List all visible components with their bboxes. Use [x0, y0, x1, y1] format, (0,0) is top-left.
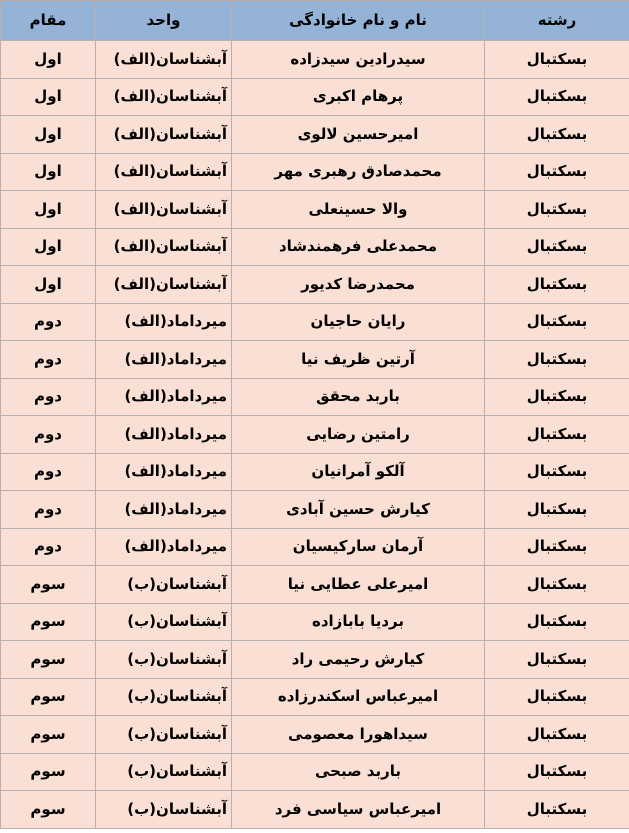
cell-name: کیارش رحیمی راد	[232, 641, 485, 679]
table-row	[1, 41, 629, 79]
cell-field: بسکتبال	[485, 116, 629, 154]
cell-unit: آبشناسان(ب)	[96, 566, 232, 604]
cell-unit: میرداماد(الف)	[96, 528, 232, 566]
header-row	[1, 1, 629, 41]
cell-name: پرهام اکبری	[232, 78, 485, 116]
table-row	[1, 266, 629, 304]
cell-field: بسکتبال	[485, 191, 629, 229]
cell-rank: دوم	[1, 491, 96, 529]
cell-field: بسکتبال	[485, 78, 629, 116]
cell-unit: آبشناسان(الف)	[96, 228, 232, 266]
cell-name: رامتین رضایی	[232, 416, 485, 454]
cell-rank: دوم	[1, 378, 96, 416]
table-row	[1, 116, 629, 154]
cell-field: بسکتبال	[485, 303, 629, 341]
table-row	[1, 753, 629, 791]
cell-rank: سوم	[1, 791, 96, 829]
cell-field: بسکتبال	[485, 678, 629, 716]
cell-unit: آبشناسان(الف)	[96, 78, 232, 116]
column-header-field: رشته	[485, 1, 629, 41]
cell-field: بسکتبال	[485, 378, 629, 416]
table-row	[1, 491, 629, 529]
cell-name: سیدرادین سیدزاده	[232, 41, 485, 79]
cell-name: آرتین ظریف نیا	[232, 341, 485, 379]
table-row	[1, 678, 629, 716]
cell-unit: آبشناسان(الف)	[96, 153, 232, 191]
cell-name: امیرعلی عطایی نیا	[232, 566, 485, 604]
cell-name: محمدرضا کدیور	[232, 266, 485, 304]
table-row	[1, 78, 629, 116]
cell-name: محمدصادق رهبری مهر	[232, 153, 485, 191]
table-row	[1, 341, 629, 379]
cell-field: بسکتبال	[485, 416, 629, 454]
cell-rank: اول	[1, 228, 96, 266]
cell-unit: آبشناسان(ب)	[96, 678, 232, 716]
cell-unit: میرداماد(الف)	[96, 378, 232, 416]
cell-unit: آبشناسان(الف)	[96, 41, 232, 79]
table-row	[1, 566, 629, 604]
cell-rank: اول	[1, 116, 96, 154]
cell-unit: آبشناسان(الف)	[96, 266, 232, 304]
cell-name: کیارش حسین آبادی	[232, 491, 485, 529]
cell-rank: دوم	[1, 341, 96, 379]
cell-rank: دوم	[1, 528, 96, 566]
cell-rank: اول	[1, 266, 96, 304]
table-row	[1, 603, 629, 641]
cell-unit: آبشناسان(ب)	[96, 603, 232, 641]
cell-unit: آبشناسان(الف)	[96, 116, 232, 154]
cell-rank: اول	[1, 41, 96, 79]
cell-name: والا حسینعلی	[232, 191, 485, 229]
table-row	[1, 228, 629, 266]
table-row	[1, 453, 629, 491]
cell-name: محمدعلی فرهمندشاد	[232, 228, 485, 266]
table-row	[1, 528, 629, 566]
cell-field: بسکتبال	[485, 41, 629, 79]
cell-name: بردیا بابازاده	[232, 603, 485, 641]
cell-field: بسکتبال	[485, 716, 629, 754]
column-header-rank: مقام	[1, 1, 96, 41]
cell-unit: میرداماد(الف)	[96, 416, 232, 454]
cell-rank: دوم	[1, 453, 96, 491]
cell-field: بسکتبال	[485, 153, 629, 191]
table-header	[1, 1, 629, 41]
cell-rank: سوم	[1, 566, 96, 604]
cell-field: بسکتبال	[485, 341, 629, 379]
cell-rank: سوم	[1, 641, 96, 679]
cell-rank: اول	[1, 191, 96, 229]
cell-unit: آبشناسان(ب)	[96, 791, 232, 829]
cell-rank: دوم	[1, 303, 96, 341]
table-row	[1, 303, 629, 341]
cell-unit: آبشناسان(ب)	[96, 641, 232, 679]
cell-field: بسکتبال	[485, 753, 629, 791]
cell-unit: میرداماد(الف)	[96, 341, 232, 379]
cell-field: بسکتبال	[485, 266, 629, 304]
table-row	[1, 191, 629, 229]
cell-unit: آبشناسان(الف)	[96, 191, 232, 229]
cell-unit: آبشناسان(ب)	[96, 716, 232, 754]
table-body	[1, 41, 629, 829]
cell-field: بسکتبال	[485, 641, 629, 679]
cell-unit: آبشناسان(ب)	[96, 753, 232, 791]
cell-rank: اول	[1, 153, 96, 191]
cell-field: بسکتبال	[485, 791, 629, 829]
table-row	[1, 641, 629, 679]
table-row	[1, 716, 629, 754]
cell-rank: دوم	[1, 416, 96, 454]
cell-rank: سوم	[1, 716, 96, 754]
cell-name: امیرعباس سیاسی فرد	[232, 791, 485, 829]
cell-rank: سوم	[1, 678, 96, 716]
table-row	[1, 416, 629, 454]
cell-field: بسکتبال	[485, 228, 629, 266]
cell-name: آرمان سارکیسیان	[232, 528, 485, 566]
cell-unit: میرداماد(الف)	[96, 491, 232, 529]
cell-field: بسکتبال	[485, 603, 629, 641]
cell-unit: میرداماد(الف)	[96, 303, 232, 341]
cell-rank: اول	[1, 78, 96, 116]
cell-rank: سوم	[1, 753, 96, 791]
column-header-unit: واحد	[96, 1, 232, 41]
cell-name: سیداهورا معصومی	[232, 716, 485, 754]
cell-name: امیرحسین لالوی	[232, 116, 485, 154]
column-header-name: نام و نام خانوادگی	[232, 1, 485, 41]
table-row	[1, 153, 629, 191]
table-row	[1, 378, 629, 416]
cell-rank: سوم	[1, 603, 96, 641]
cell-name: باربد صبحی	[232, 753, 485, 791]
cell-name: آلکو آمرانیان	[232, 453, 485, 491]
cell-name: امیرعباس اسکندرزاده	[232, 678, 485, 716]
cell-field: بسکتبال	[485, 528, 629, 566]
cell-name: باربد محقق	[232, 378, 485, 416]
cell-field: بسکتبال	[485, 453, 629, 491]
cell-name: رایان حاجیان	[232, 303, 485, 341]
cell-field: بسکتبال	[485, 491, 629, 529]
cell-unit: میرداماد(الف)	[96, 453, 232, 491]
table-row	[1, 791, 629, 829]
cell-field: بسکتبال	[485, 566, 629, 604]
